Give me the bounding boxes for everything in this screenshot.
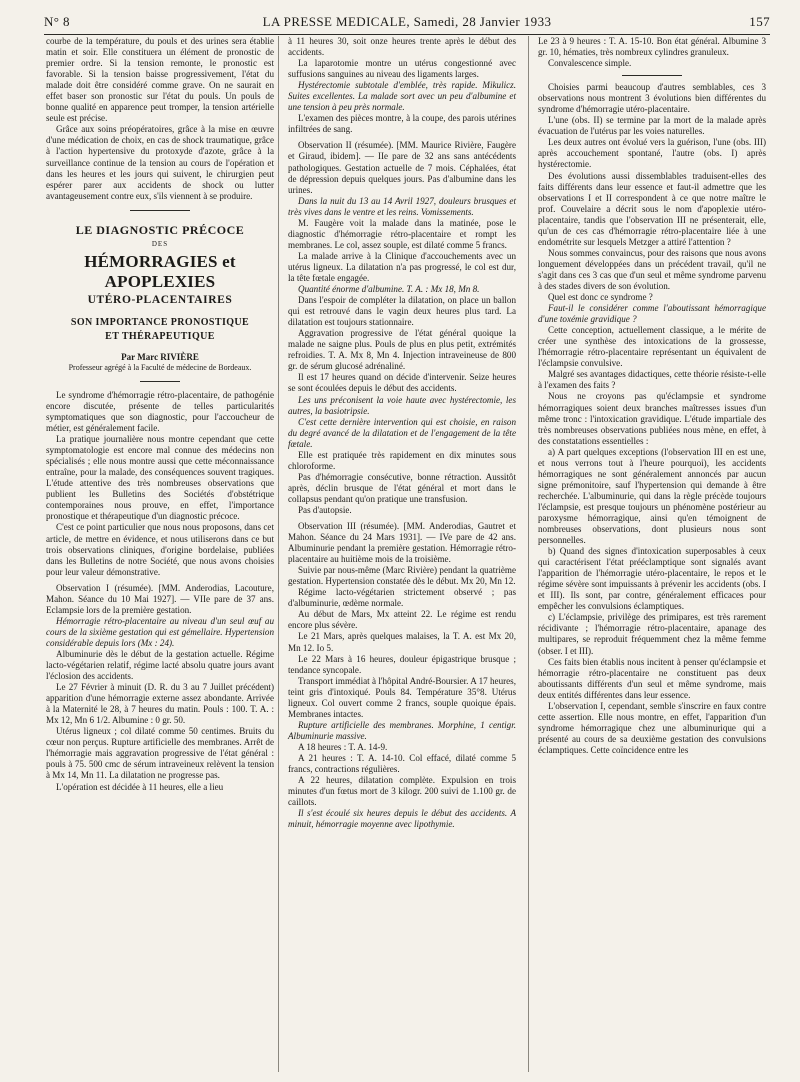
- column-3: [538, 36, 766, 756]
- paragraph: courbe de la température, du pouls et des urines sera établie matin et soir. Elle constituera un élément de pronostic de premier ordre. Si la tension remonte, le pronostic est favorable. Si la tension baisse progressivement, l'état du malade doit être considéré comme grave. On ne saurait en effet baser son pronostic sur l'état du pouls. Un pouls de bonne qualité en apparence peut tromper, la tension artérielle seule est précise.: [46, 36, 274, 124]
- observation-heading: Observation I (résumée). [MM. Anderodias, Lacouture, Mahon. Séance du 10 Mai 1927]. — VIIe pare de 37 ans. Eclampsie lors de la première gestation.: [46, 582, 274, 615]
- paragraph: A 22 heures, dilatation complète. Expulsion en trois minutes d'un fœtus mort de 3 kilogr. 200 suivi de 1.100 gr. de caillots.: [288, 775, 516, 808]
- paragraph: Les deux autres ont évolué vers la guérison, l'une (obs. III) après accouchement spontané, l'autre (obs. I) après hystérectomie.: [538, 137, 766, 170]
- paragraph: Ces faits bien établis nous incitent à penser qu'éclampsie et hémorragie rétro-placentaire ne constituent pas deux aboutissants différents d'un seul et même syndrome, mais deux entités différentes dans leur essence.: [538, 656, 766, 700]
- paragraph: La malade arrive à la Clinique d'accouchements avec un utérus ligneux. La dilatation n'a pas progressé, le col est dur, la tête fœtale engagée.: [288, 250, 516, 283]
- paragraph: M. Faugère voit la malade dans la matinée, pose le diagnostic d'hémorragie rétro-placentaire et rompt les membranes. Le col, assez souple, est dilaté comme 5 francs.: [288, 217, 516, 250]
- paragraph: Nous ne croyons pas qu'éclampsie et syndrome hémorragiques soient deux branches maîtresses issues d'un même tronc : l'intoxication gravidique. L'étude impartiale des très nombreuses observations publiées nous mène, en effet, à des constatations essentielles :: [538, 391, 766, 446]
- paragraph: Les uns préconisent la voie haute avec hystérectomie, les autres, la basiotripsie.: [288, 394, 516, 416]
- paragraph: L'observation I, cependant, semble s'inscrire en faux contre cette assertion. Elle nous montre, en effet, l'apparition d'un syndrome hémorragique chez une albuminurique qui a présenté au cours de sa deuxième gestation des convulsions éclamptiques. Cette coïncidence entre les: [538, 700, 766, 755]
- paragraph: Choisies parmi beaucoup d'autres semblables, ces 3 observations nous montrent 3 évolutions bien différentes du syndrome d'hémorragie utéro-placentaire.: [538, 82, 766, 115]
- article-subtitle: ET THÉRAPEUTIQUE: [105, 330, 215, 342]
- author-affiliation: Professeur agrégé à la Faculté de médecine de Bordeaux.: [68, 362, 252, 372]
- paragraph: La laparotomie montre un utérus congestionné avec suffusions sanguines au niveau des ligaments larges.: [288, 58, 516, 80]
- running-header: [44, 10, 770, 32]
- paragraph: c) L'éclampsie, privilège des primipares, est très rarement récidivante ; l'hémorragie rétro-placentaire, apanage des multipares, se reproduit fréquemment chez la même femme (obser. I et III).: [538, 612, 766, 656]
- paragraph: Elle est pratiquée très rapidement en dix minutes sous chloroforme.: [288, 449, 516, 471]
- paragraph: Transport immédiat à l'hôpital André-Boursier. A 17 heures, teint gris d'intoxiqué. Pouls 84. Température 35°8. Utérus ligneux. Col ouvert comme 2 francs, souple quoique épais. Membranes intactes.: [288, 675, 516, 719]
- paragraph: A 21 heures : T. A. 14-10. Col effacé, dilaté comme 5 francs, contractions régulières.: [288, 753, 516, 775]
- paragraph: Dans l'espoir de compléter la dilatation, on place un ballon qui est retrouvé dans le vagin deux heures plus tard. La dilatation est toujours stationnaire.: [288, 295, 516, 328]
- paragraph: Le 27 Février à minuit (D. R. du 3 au 7 Juillet précédent) apparition d'une hémorragie externe assez abondante. Arrivée à la Maternité le 28, à 7 heures du matin. Pouls : 100. T. A. : Mx 12, Mn 6 1/2. Albumine : 0 gr. 50.: [46, 682, 274, 726]
- column-divider: [278, 36, 279, 1072]
- paragraph: C'est cette dernière intervention qui est choisie, en raison du degré avancé de la dilatation et de l'engagement de la tête fœtale.: [288, 416, 516, 449]
- paragraph: Quantité énorme d'albumine. T. A. : Mx 18, Mn 8.: [298, 284, 480, 295]
- article-title-line: DES: [151, 239, 169, 248]
- section-rule: [140, 381, 180, 382]
- paragraph: Suivie par nous-même (Marc Rivière) pendant la quatrième gestation. Hypertension constatée dès le début. Mx 20, Mn 12.: [288, 565, 516, 587]
- header-rule: [44, 34, 770, 35]
- paragraph: Grâce aux soins préopératoires, grâce à la mise en œuvre d'une médication de choix, en cas de shock traumatique, grâce à l'action hypertensive du protoxyde d'azote, grâce à la surveillance continue de la tension au cours de l'opération et dans les heures et les jours qui suivent, le chirurgien peut espérer parer aux accidents de shock ou lutter avantageusement contre eux, s'ils viennent à se produire.: [46, 124, 274, 201]
- paragraph: Le 21 Mars, après quelques malaises, la T. A. est Mx 20, Mn 12. Io 5.: [288, 631, 516, 653]
- paragraph: L'opération est décidée à 11 heures, elle a lieu: [56, 781, 224, 792]
- article-title-main: HÉMORRAGIES et APOPLEXIES: [84, 251, 236, 291]
- paragraph: A 18 heures : T. A. 14-9.: [298, 741, 388, 752]
- paragraph: Le 23 à 9 heures : T. A. 15-10. Bon état général. Albumine 3 gr. 10, hématies, très nombreux cylindres granuleux.: [538, 36, 766, 58]
- section-rule: [130, 210, 190, 211]
- paragraph: Albuminurie dès le début de la gestation actuelle. Régime lacto-végétarien relatif, régime lacté absolu quatre jours avant l'éclosion des accidents.: [46, 648, 274, 682]
- column-2: [288, 36, 516, 830]
- paragraph: Hystérectomie subtotale d'emblée, très rapide. Mikulicz. Suites excellentes. La malade sort avec un peu d'albumine et une tension à peu près normale.: [288, 80, 516, 113]
- article-title-line: UTÉRO-PLACENTAIRES: [87, 293, 233, 306]
- paragraph: Dans la nuit du 13 au 14 Avril 1927, douleurs brusques et très vives dans le ventre et les reins. Vomissements.: [288, 195, 516, 217]
- column-1: [46, 36, 274, 793]
- paragraph: a) A part quelques exceptions (l'observation III en est une, et nous verrons tout à l'heure pourquoi), les accidents hémorragiques ne sont généralement annoncés par aucun signe prémonitoire, sauf l'hypertension qui demande à être recherchée. L'albuminurie, qui dans la règle précède toujours l'éclampsie, est presque toujours un phénomène postérieur au paroxysme hémorragique, ainsi qu'en témoignent de nombreuses observations, dont plusieurs nous sont personnelles.: [538, 446, 766, 546]
- article-title-line: LE DIAGNOSTIC PRÉCOCE: [75, 222, 245, 237]
- author: Par Marc RIVIÈRE: [121, 351, 199, 362]
- paragraph: Pas d'autopsie.: [298, 504, 352, 515]
- paragraph: Cette conception, actuellement classique, a le mérite de créer une synthèse des intoxications de la grossesse, l'hémorragie rétro-placentaire représentant un équivalent de l'éclampsie convulsive.: [538, 325, 766, 369]
- observation-heading: Observation II (résumée). [MM. Maurice Rivière, Faugère et Giraud, ibidem]. — IIe pare de 32 ans sans antécédents pathologiques. Gestation actuelle de 7 mois. Céphalées, état de dépression depuis quelques jours. Pas d'albumine dans les urines.: [288, 140, 516, 195]
- paragraph: Pas d'hémorragie consécutive, bonne rétraction. Aussitôt après, déclin brusque de l'état général et mort dans le collapsus pendant qu'on pratique une transfusion.: [288, 471, 516, 504]
- paragraph: b) Quand des signes d'intoxication superposables à ceux qui caractérisent l'état prééclamptique sont signalés avant l'apparition de l'hémorragie utéro-placentaire, le repos et le régime sévère sont impuissants à prévenir les accidents (obs. I et III). Ils sont, par contre, généralement efficaces pour empêcher les convulsions éclamptiques.: [538, 546, 766, 612]
- page-number: 157: [749, 14, 770, 29]
- paragraph: Au début de Mars, Mx atteint 22. Le régime est rendu encore plus sévère.: [288, 609, 516, 631]
- paragraph: Malgré ses avantages didactiques, cette théorie résiste-t-elle à l'examen des faits ?: [538, 369, 766, 391]
- paragraph: La pratique journalière nous montre cependant que cette symptomatologie est encore mal connue des médecins non spécialisés ; elle nous montre aussi que cette méconnaissance entraîne, pour la malade, des conséquences souvent tragiques. L'étude attentive des très nombreuses observations que publient les Bulletins des Sociétés d'obstétrique contemporaines nous prouve, en effet, l'importance pronostique et thérapeutique d'un diagnostic précoce.: [46, 434, 274, 522]
- paragraph: Nous sommes convaincus, pour des raisons que nous avons longuement développées dans un précédent travail, qu'il ne s'agit dans ces 3 cas que d'un seul et même syndrome parvenu à des stades divers de son évolution.: [538, 247, 766, 291]
- issue-number: N° 8: [44, 14, 70, 29]
- observation-summary: Hémorragie rétro-placentaire au niveau d'un seul œuf au cours de la sixième gestation qui est gémellaire. Hypertension considérable depuis lors (Mx : 24).: [46, 615, 274, 648]
- paragraph: Convalescence simple.: [548, 58, 632, 69]
- paragraph: Quel est donc ce syndrome ?: [548, 292, 653, 303]
- paragraph: Utérus ligneux ; col dilaté comme 50 centimes. Bruits du cœur non perçus. Rupture artificielle des membranes. Arrêt de l'hémorragie mais aggravation progressive de l'état général : pouls à 75. 500 cmc de sérum intraveineux relèvent la tension à Mx 14, Mn 11. La dilatation ne progresse pas.: [46, 726, 274, 781]
- paragraph: Le syndrome d'hémorragie rétro-placentaire, de pathogénie encore discutée, présente de telles particularités symptomatiques que son diagnostic, pour l'accoucheur de métier, est généralement facile.: [46, 389, 274, 434]
- article-title-block: [46, 222, 274, 373]
- paragraph: L'examen des pièces montre, à la coupe, des parois utérines infiltrées de sang.: [288, 113, 516, 135]
- paragraph: Rupture artificielle des membranes. Morphine, 1 centigr. Albuminurie massive.: [288, 719, 516, 741]
- article-subtitle: SON IMPORTANCE PRONOSTIQUE: [70, 316, 250, 328]
- paragraph: Aggravation progressive de l'état général quoique la malade ne saigne plus. Pouls de plus en plus petit, extrémités refroidies. T. A. Mx 8, Mn 4. Injection intraveineuse de 800 gr. de sérum glucosé adrénaliné.: [288, 328, 516, 372]
- paragraph: à 11 heures 30, soit onze heures trente après le début des accidents.: [288, 36, 516, 58]
- paragraph: Faut-il le considérer comme l'aboutissant hémorragique d'une toxémie gravidique ?: [538, 303, 766, 325]
- paragraph: Des évolutions aussi dissemblables traduisent-elles des faits différents dans leur essence et faut-il admettre que les observations I et II correspondent à ce que notre maître le prof. Couvelaire a décrit sous le nom d'apoplexie utéro-placentaire, tandis que l'observation III ne présenterait, elle, qu'un de ces cas d'hémorragie rétro-placentaire liée à une endométrite sur lesquels Metzger a attiré l'attention ?: [538, 170, 766, 247]
- paragraph: L'une (obs. II) se termine par la mort de la malade après évacuation de l'utérus par les voies naturelles.: [538, 115, 766, 137]
- section-rule: [622, 75, 682, 76]
- paragraph: Régime lacto-végétarien strictement observé ; pas d'albuminurie, œdème normale.: [288, 587, 516, 609]
- paragraph: Le 22 Mars à 16 heures, douleur épigastrique brusque ; tendance syncopale.: [288, 653, 516, 675]
- observation-heading: Observation III (résumée). [MM. Anderodias, Gautret et Mahon. Séance du 24 Mars 1931]. — IVe pare de 42 ans. Albuminurie pendant la première gestation. Hémorragie rétro-placentaire au huitième mois de la troisième.: [288, 521, 516, 565]
- paragraph: C'est ce point particulier que nous nous proposons, dans cet article, de mettre en évidence, et nous utiliserons dans ce but trois observations cliniques, d'origine bordelaise, publiées dans les Bulletins de notre Société, que nous avons choisies pour leur valeur démonstrative.: [46, 522, 274, 577]
- paragraph: Il s'est écoulé six heures depuis le début des accidents. A minuit, hémorragie moyenne avec lipothymie.: [288, 808, 516, 830]
- paragraph: Il est 17 heures quand on décide d'intervenir. Seize heures se sont écoulées depuis le début des accidents.: [288, 372, 516, 394]
- column-divider: [528, 36, 529, 1072]
- journal-title: LA PRESSE MEDICALE, Samedi, 28 Janvier 1933: [262, 14, 552, 29]
